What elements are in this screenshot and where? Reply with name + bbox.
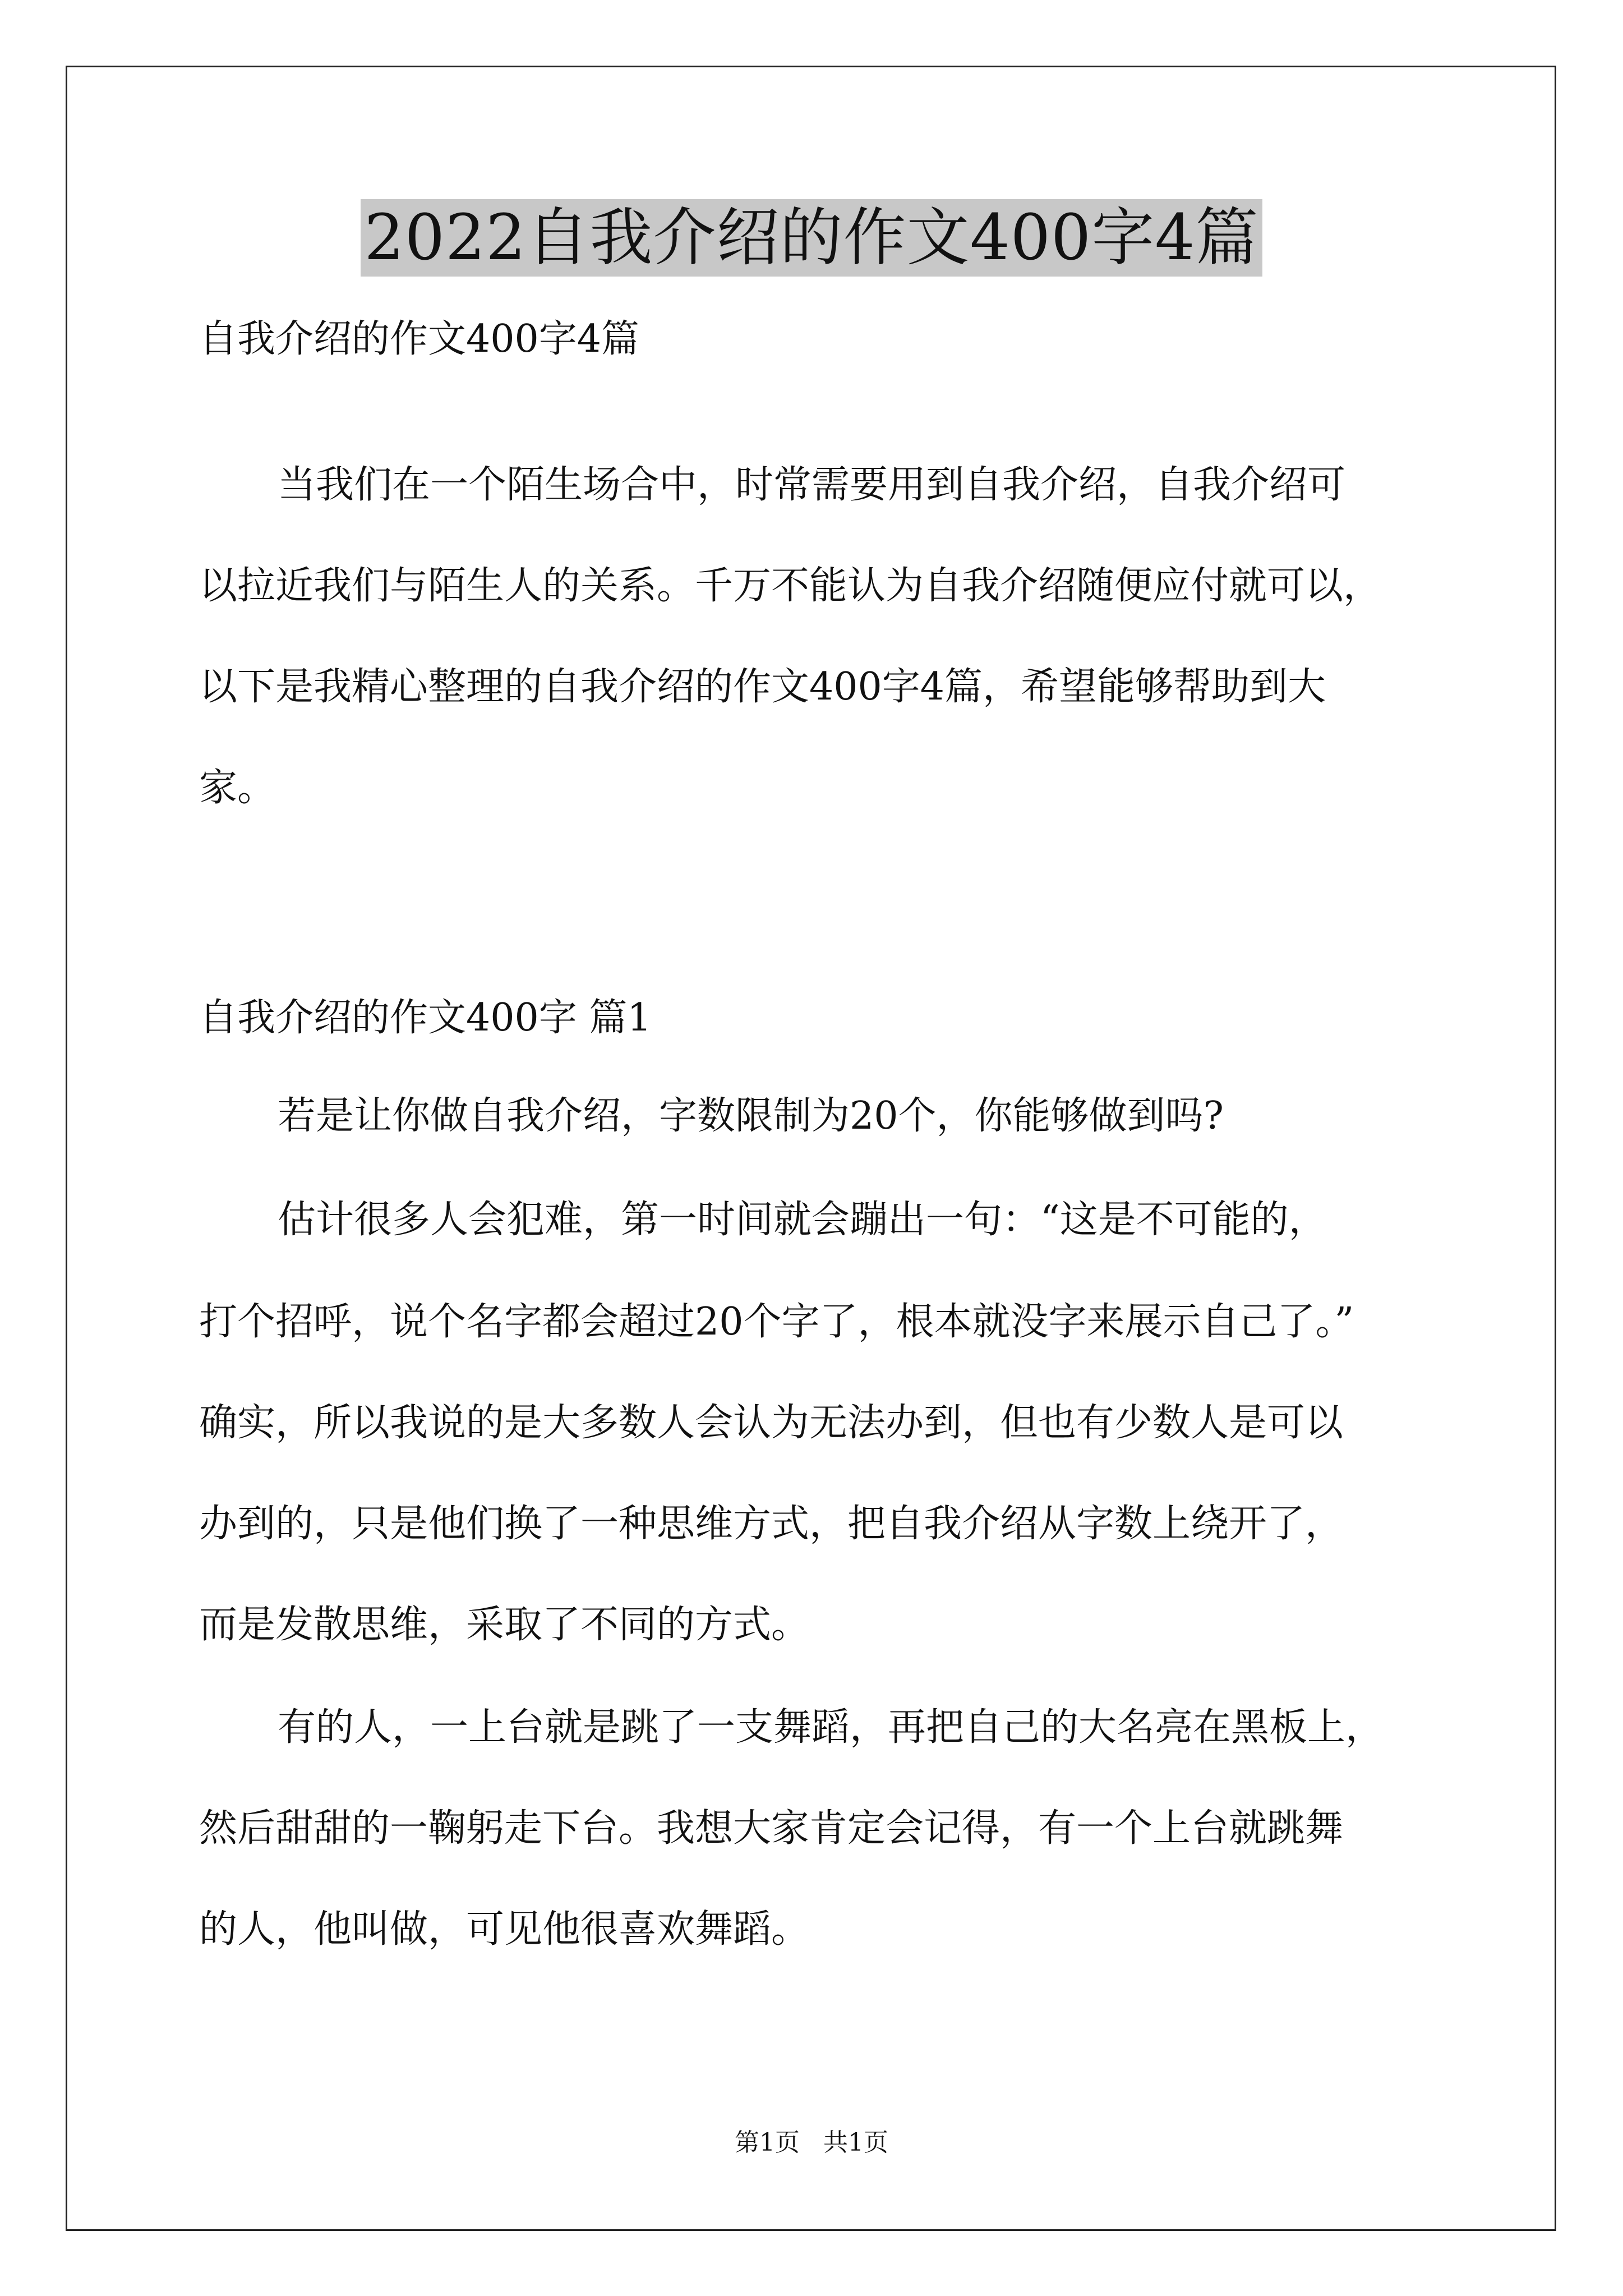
- body-line: 然后甜甜的一鞠躬走下台。我想大家肯定会记得，有一个上台就跳舞: [199, 1806, 1344, 1851]
- title-container: [0, 199, 1623, 277]
- section-heading: 自我介绍的作文400字 篇1: [199, 996, 652, 1040]
- body-line: 而是发散思维，采取了不同的方式。: [199, 1603, 810, 1647]
- document-subtitle: 自我介绍的作文400字4篇: [199, 317, 640, 361]
- body-line: 若是让你做自我介绍，字数限制为20个，你能够做到吗?: [278, 1094, 1224, 1138]
- intro-line: 以拉近我们与陌生人的关系。千万不能认为自我介绍随便应付就可以，: [199, 564, 1382, 608]
- document-title: 2022自我介绍的作文400字4篇: [361, 199, 1262, 277]
- body-line: 的人，他叫做，可见他很喜欢舞蹈。: [199, 1907, 810, 1952]
- intro-line: 以下是我精心整理的自我介绍的作文400字4篇，希望能够帮助到大: [199, 665, 1326, 709]
- body-line: 办到的，只是他们换了一种思维方式，把自我介绍从字数上绕开了，: [199, 1502, 1344, 1546]
- body-line: 打个招呼，说个名字都会超过20个字了，根本就没字来展示自己了。”: [199, 1300, 1354, 1344]
- intro-line: 家。: [199, 766, 276, 810]
- body-line: 有的人，一上台就是跳了一支舞蹈，再把自己的大名亮在黑板上，: [278, 1705, 1384, 1750]
- page-footer: 第1页 共1页: [735, 2128, 888, 2157]
- body-line: 估计很多人会犯难，第一时间就会蹦出一句：“这是不可能的，: [278, 1198, 1327, 1242]
- intro-line: 当我们在一个陌生场合中，时常需要用到自我介绍，自我介绍可: [278, 463, 1346, 507]
- body-line: 确实，所以我说的是大多数人会认为无法办到，但也有少数人是可以: [199, 1401, 1344, 1445]
